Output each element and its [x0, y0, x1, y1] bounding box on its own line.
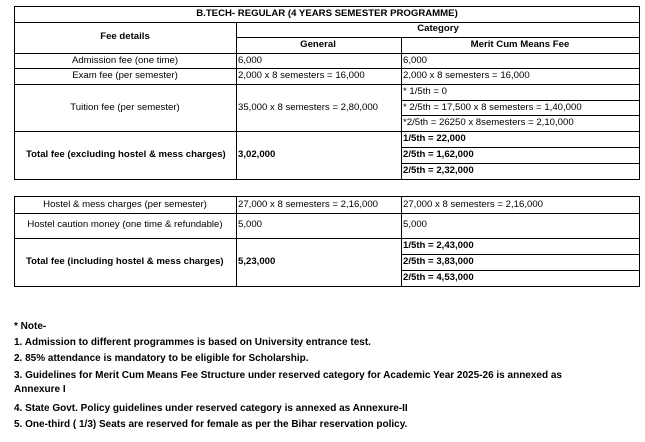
- cell-merit-caution: 5,000: [403, 219, 428, 230]
- note-item-1: 1. Admission to different programmes is based on University entrance test.: [14, 337, 371, 348]
- cell-merit-tuition-1: * 1/5th = 0: [403, 86, 448, 97]
- cell-general-exam: 2,000 x 8 semesters = 16,000: [238, 70, 365, 81]
- row-label-total-incl: Total fee (including hostel & mess charges): [26, 256, 224, 267]
- cell-general-tuition: 35,000 x 8 semesters = 2,80,000: [238, 102, 378, 113]
- cell-general-total-incl: 5,23,000: [238, 256, 276, 267]
- cell-merit-total-excl-1: 1/5th = 22,000: [403, 133, 466, 144]
- row-label-tuition: Tuition fee (per semester): [70, 102, 180, 113]
- note-item-5: 5. One-third ( 1/3) Seats are reserved for female as per the Bihar reservation policy.: [14, 419, 408, 430]
- cell-general-hostel: 27,000 x 8 semesters = 2,16,000: [238, 199, 378, 210]
- cell-merit-total-excl-2: 2/5th = 1,62,000: [403, 149, 474, 160]
- cell-merit-total-incl-2: 2/5th = 3,83,000: [403, 256, 474, 267]
- notes-heading: * Note-: [14, 321, 47, 332]
- row-label-total-excl: Total fee (excluding hostel & mess charges): [26, 149, 226, 160]
- note-item-4: 4. State Govt. Policy guidelines under reserved category is annexed as Annexure-II: [14, 403, 408, 414]
- header-merit: Merit Cum Means Fee: [470, 39, 570, 50]
- row-label-admission: Admission fee (one time): [71, 55, 179, 66]
- cell-merit-total-incl-1: 1/5th = 2,43,000: [403, 240, 474, 251]
- cell-merit-total-incl-3: 2/5th = 4,53,000: [403, 272, 474, 283]
- row-label-exam: Exam fee (per semester): [72, 70, 178, 81]
- cell-general-caution: 5,000: [238, 219, 263, 230]
- cell-merit-total-excl-3: 2/5th = 2,32,000: [403, 165, 474, 176]
- table-title: B.TECH- REGULAR (4 YEARS SEMESTER PROGRAMME): [196, 8, 458, 19]
- header-fee-details: Fee details: [100, 31, 150, 42]
- row-label-hostel: Hostel & mess charges (per semester): [43, 199, 207, 210]
- note-item-3: 3. Guidelines for Merit Cum Means Fee Structure under reserved category for Academic Year 2025-26 is annexed as: [14, 370, 562, 381]
- cell-merit-admission: 6,000: [403, 55, 428, 66]
- cell-merit-exam: 2,000 x 8 semesters = 16,000: [403, 70, 530, 81]
- header-general: General: [300, 39, 336, 50]
- header-category: Category: [417, 23, 459, 34]
- row-label-caution: Hostel caution money (one time & refundable): [27, 219, 223, 230]
- cell-general-admission: 6,000: [238, 55, 263, 66]
- note-item-2: 2. 85% attendance is mandatory to be eligible for Scholarship.: [14, 353, 309, 364]
- note-item-3-cont: Annexure I: [14, 384, 66, 395]
- cell-merit-tuition-3: *2/5th = 26250 x 8semesters = 2,10,000: [403, 117, 574, 128]
- cell-merit-tuition-2: * 2/5th = 17,500 x 8 semesters = 1,40,000: [403, 102, 582, 113]
- cell-merit-hostel: 27,000 x 8 semesters = 2,16,000: [403, 199, 543, 210]
- cell-general-total-excl: 3,02,000: [238, 149, 276, 160]
